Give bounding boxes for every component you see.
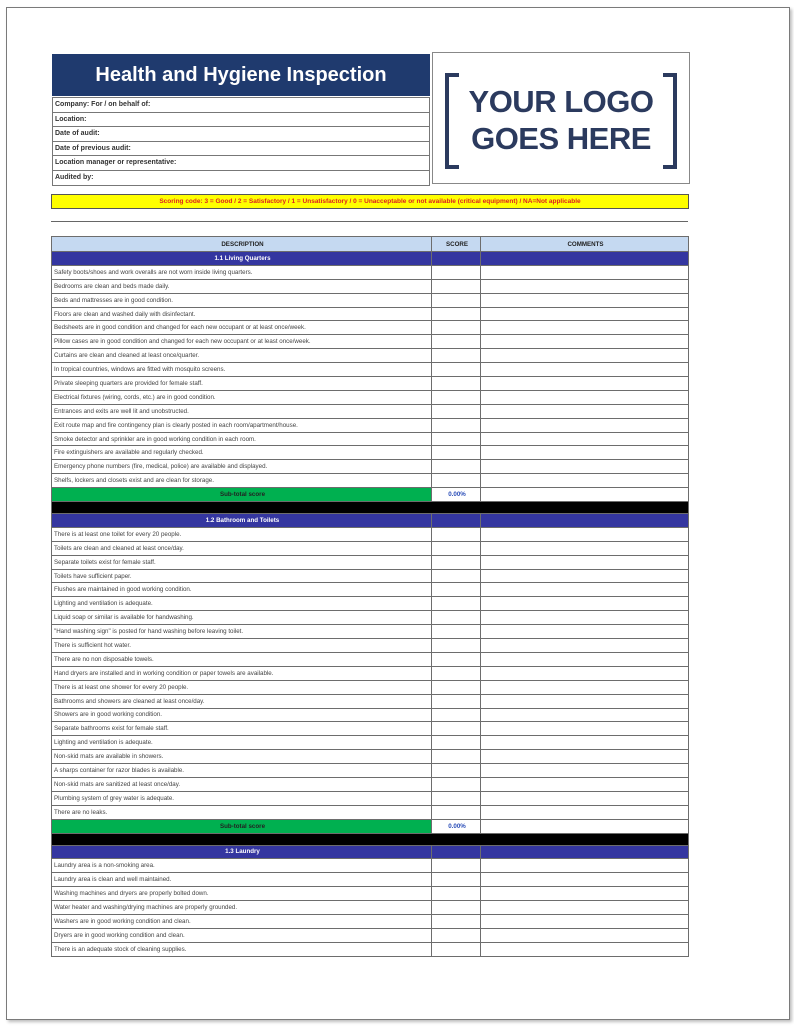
section-score-cell: [432, 252, 481, 266]
item-description: Non-skid mats are available in showers.: [52, 750, 432, 764]
divider: [51, 221, 688, 222]
table-row: [52, 265, 689, 279]
item-comments-cell[interactable]: [481, 541, 689, 555]
item-description: Dryers are in good working condition and clean.: [52, 928, 432, 942]
subtotal-row: [52, 488, 689, 502]
item-comments-cell[interactable]: [481, 928, 689, 942]
item-comments-cell[interactable]: [481, 708, 689, 722]
item-comments-cell[interactable]: [481, 777, 689, 791]
field-date-previous-audit[interactable]: Date of previous audit:: [52, 142, 430, 157]
section-score-cell: [432, 845, 481, 859]
item-score-cell[interactable]: [432, 722, 481, 736]
item-comments-cell[interactable]: [481, 652, 689, 666]
item-comments-cell[interactable]: [481, 611, 689, 625]
item-comments-cell[interactable]: [481, 914, 689, 928]
section-title: 1.1 Living Quarters: [52, 252, 432, 266]
item-score-cell[interactable]: [432, 777, 481, 791]
item-score-cell[interactable]: [432, 625, 481, 639]
item-score-cell[interactable]: [432, 321, 481, 335]
table-row: [52, 873, 689, 887]
subtotal-row: [52, 819, 689, 833]
item-description: There is at least one toilet for every 20 people.: [52, 527, 432, 541]
item-comments-cell[interactable]: [481, 279, 689, 293]
item-comments-cell[interactable]: [481, 791, 689, 805]
item-comments-cell[interactable]: [481, 873, 689, 887]
item-score-cell[interactable]: [432, 708, 481, 722]
item-description: Separate bathrooms exist for female staff.: [52, 722, 432, 736]
subtotal-comments-cell: [481, 819, 689, 833]
item-description: Floors are clean and washed daily with disinfectant.: [52, 307, 432, 321]
item-description: "Hand washing sign" is posted for hand washing before leaving toilet.: [52, 625, 432, 639]
item-score-cell[interactable]: [432, 363, 481, 377]
header-description: DESCRIPTION: [52, 237, 432, 252]
table-row: [52, 928, 689, 942]
section-comments-cell: [481, 252, 689, 266]
logo-text: [433, 83, 689, 157]
table-row: [52, 736, 689, 750]
table-row: [52, 694, 689, 708]
item-comments-cell[interactable]: [481, 666, 689, 680]
item-score-cell[interactable]: [432, 736, 481, 750]
item-score-cell[interactable]: [432, 791, 481, 805]
section-comments-cell: [481, 514, 689, 528]
item-description: Separate toilets exist for female staff.: [52, 555, 432, 569]
subtotal-score: 0.00%: [432, 819, 481, 833]
item-description: Curtains are clean and cleaned at least once/quarter.: [52, 349, 432, 363]
logo-line-1: YOUR LOGO: [468, 84, 654, 119]
item-score-cell[interactable]: [432, 914, 481, 928]
table-row: [52, 569, 689, 583]
table-row: [52, 307, 689, 321]
item-description: Bedsheets are in good condition and changed for each new occupant or at least once/week.: [52, 321, 432, 335]
item-score-cell[interactable]: [432, 432, 481, 446]
item-score-cell[interactable]: [432, 694, 481, 708]
field-location[interactable]: Location:: [52, 113, 430, 128]
item-description: There is an adequate stock of cleaning supplies.: [52, 942, 432, 956]
item-comments-cell[interactable]: [481, 460, 689, 474]
field-location-manager[interactable]: Location manager or representative:: [52, 156, 430, 171]
page-title: [52, 54, 430, 96]
table-row: [52, 555, 689, 569]
item-score-cell[interactable]: [432, 404, 481, 418]
item-score-cell[interactable]: [432, 390, 481, 404]
item-description: Hand dryers are installed and in working condition or paper towels are available.: [52, 666, 432, 680]
item-comments-cell[interactable]: [481, 555, 689, 569]
item-score-cell[interactable]: [432, 928, 481, 942]
table-row: [52, 335, 689, 349]
item-description: Plumbing system of grey water is adequate.: [52, 791, 432, 805]
separator-cell: [52, 502, 689, 514]
item-score-cell[interactable]: [432, 942, 481, 956]
table-row: [52, 805, 689, 819]
item-comments-cell[interactable]: [481, 321, 689, 335]
item-score-cell[interactable]: [432, 639, 481, 653]
item-description: There is sufficient hot water.: [52, 639, 432, 653]
item-description: Smoke detector and sprinkler are in good working condition in each room.: [52, 432, 432, 446]
item-score-cell[interactable]: [432, 335, 481, 349]
item-score-cell[interactable]: [432, 805, 481, 819]
header-comments: COMMENTS: [481, 237, 689, 252]
table-row: [52, 750, 689, 764]
item-description: Pillow cases are in good condition and changed for each new occupant or at least once/week.: [52, 335, 432, 349]
item-score-cell[interactable]: [432, 764, 481, 778]
item-score-cell[interactable]: [432, 569, 481, 583]
table-row: [52, 446, 689, 460]
table-row: [52, 764, 689, 778]
item-comments-cell[interactable]: [481, 859, 689, 873]
table-row: [52, 541, 689, 555]
inspection-table: [51, 236, 689, 957]
item-score-cell[interactable]: [432, 418, 481, 432]
item-comments-cell[interactable]: [481, 887, 689, 901]
item-comments-cell[interactable]: [481, 293, 689, 307]
item-score-cell[interactable]: [432, 887, 481, 901]
item-comments-cell[interactable]: [481, 639, 689, 653]
item-comments-cell[interactable]: [481, 265, 689, 279]
item-score-cell[interactable]: [432, 349, 481, 363]
table-row: [52, 363, 689, 377]
item-comments-cell[interactable]: [481, 583, 689, 597]
item-comments-cell[interactable]: [481, 736, 689, 750]
item-description: Toilets are clean and cleaned at least once/day.: [52, 541, 432, 555]
table-row: [52, 527, 689, 541]
item-comments-cell[interactable]: [481, 597, 689, 611]
audit-info-fields: [52, 97, 430, 186]
item-score-cell[interactable]: [432, 597, 481, 611]
item-description: Toilets have sufficient paper.: [52, 569, 432, 583]
section-separator: [52, 833, 689, 845]
item-score-cell[interactable]: [432, 555, 481, 569]
item-description: Safety boots/shoes and work overalls are not worn inside living quarters.: [52, 265, 432, 279]
separator-cell: [52, 833, 689, 845]
item-comments-cell[interactable]: [481, 390, 689, 404]
item-description: Private sleeping quarters are provided for female staff.: [52, 377, 432, 391]
section-title: 1.2 Bathroom and Toilets: [52, 514, 432, 528]
table-row: [52, 390, 689, 404]
section-header-row: [52, 252, 689, 266]
subtotal-label: Sub-total score: [52, 819, 432, 833]
table-row: [52, 901, 689, 915]
table-header-row: [52, 237, 689, 252]
item-description: Electrical fixtures (wiring, cords, etc.) are in good condition.: [52, 390, 432, 404]
item-score-cell[interactable]: [432, 611, 481, 625]
item-comments-cell[interactable]: [481, 722, 689, 736]
section-score-cell: [432, 514, 481, 528]
item-comments-cell[interactable]: [481, 335, 689, 349]
item-comments-cell[interactable]: [481, 446, 689, 460]
table-row: [52, 460, 689, 474]
item-score-cell[interactable]: [432, 680, 481, 694]
subtotal-comments-cell: [481, 488, 689, 502]
table-row: [52, 666, 689, 680]
item-comments-cell[interactable]: [481, 474, 689, 488]
table-row: [52, 914, 689, 928]
table-row: [52, 639, 689, 653]
field-company[interactable]: Company: For / on behalf of:: [52, 97, 430, 113]
item-comments-cell[interactable]: [481, 680, 689, 694]
section-title: 1.3 Laundry: [52, 845, 432, 859]
item-score-cell[interactable]: [432, 583, 481, 597]
table-row: [52, 611, 689, 625]
item-score-cell[interactable]: [432, 527, 481, 541]
table-row: [52, 404, 689, 418]
item-comments-cell[interactable]: [481, 805, 689, 819]
item-score-cell[interactable]: [432, 750, 481, 764]
item-description: Laundry area is a non-smoking area.: [52, 859, 432, 873]
table-row: [52, 722, 689, 736]
section-comments-cell: [481, 845, 689, 859]
table-row: [52, 474, 689, 488]
subtotal-label: Sub-total score: [52, 488, 432, 502]
item-description: Bedrooms are clean and beds made daily.: [52, 279, 432, 293]
item-score-cell[interactable]: [432, 377, 481, 391]
field-audited-by[interactable]: Audited by:: [52, 171, 430, 186]
table-row: [52, 777, 689, 791]
item-description: Exit route map and fire contingency plan is clearly posted in each room/apartment/house.: [52, 418, 432, 432]
item-score-cell[interactable]: [432, 460, 481, 474]
item-description: Washing machines and dryers are properly bolted down.: [52, 887, 432, 901]
table-row: [52, 583, 689, 597]
table-row: [52, 652, 689, 666]
item-score-cell[interactable]: [432, 307, 481, 321]
item-description: Showers are in good working condition.: [52, 708, 432, 722]
item-description: Water heater and washing/drying machines are properly grounded.: [52, 901, 432, 915]
section-header-row: [52, 845, 689, 859]
subtotal-score: 0.00%: [432, 488, 481, 502]
table-row: [52, 791, 689, 805]
item-score-cell[interactable]: [432, 293, 481, 307]
table-row: [52, 321, 689, 335]
table-row: [52, 708, 689, 722]
section-separator: [52, 502, 689, 514]
item-score-cell[interactable]: [432, 474, 481, 488]
item-description: There is at least one shower for every 20 people.: [52, 680, 432, 694]
item-comments-cell[interactable]: [481, 363, 689, 377]
table-row: [52, 625, 689, 639]
item-description: Entrances and exits are well lit and unobstructed.: [52, 404, 432, 418]
item-comments-cell[interactable]: [481, 432, 689, 446]
item-description: There are no non disposable towels.: [52, 652, 432, 666]
item-description: A sharps container for razor blades is available.: [52, 764, 432, 778]
item-score-cell[interactable]: [432, 541, 481, 555]
table-row: [52, 349, 689, 363]
item-score-cell[interactable]: [432, 652, 481, 666]
item-comments-cell[interactable]: [481, 349, 689, 363]
item-description: Liquid soap or similar is available for handwashing.: [52, 611, 432, 625]
table-row: [52, 680, 689, 694]
item-comments-cell[interactable]: [481, 764, 689, 778]
item-description: Laundry area is clean and well maintained.: [52, 873, 432, 887]
item-comments-cell[interactable]: [481, 377, 689, 391]
item-comments-cell[interactable]: [481, 942, 689, 956]
item-score-cell[interactable]: [432, 265, 481, 279]
item-comments-cell[interactable]: [481, 625, 689, 639]
item-comments-cell[interactable]: [481, 307, 689, 321]
item-description: Lighting and ventilation is adequate.: [52, 597, 432, 611]
item-description: Non-skid mats are sanitized at least once/day.: [52, 777, 432, 791]
item-description: Shelfs, lockers and closets exist and are clean for storage.: [52, 474, 432, 488]
item-comments-cell[interactable]: [481, 418, 689, 432]
table-row: [52, 887, 689, 901]
table-row: [52, 859, 689, 873]
item-description: Bathrooms and showers are cleaned at least once/day.: [52, 694, 432, 708]
table-row: [52, 293, 689, 307]
table-row: [52, 279, 689, 293]
table-row: [52, 377, 689, 391]
scoring-code-legend: Scoring code: 3 = Good / 2 = Satisfactory / 1 = Unsatisfactory / 0 = Unacceptable or not available (critical equipment) / NA=Not applicable: [51, 194, 689, 209]
item-comments-cell[interactable]: [481, 901, 689, 915]
field-date-of-audit[interactable]: Date of audit:: [52, 127, 430, 142]
logo-placeholder: [432, 52, 690, 184]
item-score-cell[interactable]: [432, 666, 481, 680]
item-comments-cell[interactable]: [481, 750, 689, 764]
item-score-cell[interactable]: [432, 446, 481, 460]
item-description: Flushes are maintained in good working condition.: [52, 583, 432, 597]
table-row: [52, 432, 689, 446]
item-comments-cell[interactable]: [481, 694, 689, 708]
item-description: Emergency phone numbers (fire, medical, police) are available and displayed.: [52, 460, 432, 474]
item-description: Fire extinguishers are available and regularly checked.: [52, 446, 432, 460]
page-title-text: Health and Hygiene Inspection: [95, 63, 387, 86]
table-row: [52, 597, 689, 611]
item-comments-cell[interactable]: [481, 569, 689, 583]
header-score: SCORE: [432, 237, 481, 252]
item-comments-cell[interactable]: [481, 404, 689, 418]
item-comments-cell[interactable]: [481, 527, 689, 541]
item-score-cell[interactable]: [432, 279, 481, 293]
item-description: Lighting and ventilation is adequate.: [52, 736, 432, 750]
item-score-cell[interactable]: [432, 859, 481, 873]
item-score-cell[interactable]: [432, 901, 481, 915]
table-row: [52, 418, 689, 432]
section-header-row: [52, 514, 689, 528]
logo-line-2: GOES HERE: [471, 121, 651, 156]
item-description: Washers are in good working condition and clean.: [52, 914, 432, 928]
item-score-cell[interactable]: [432, 873, 481, 887]
table-row: [52, 942, 689, 956]
item-description: In tropical countries, windows are fitted with mosquito screens.: [52, 363, 432, 377]
item-description: There are no leaks.: [52, 805, 432, 819]
item-description: Beds and mattresses are in good condition.: [52, 293, 432, 307]
